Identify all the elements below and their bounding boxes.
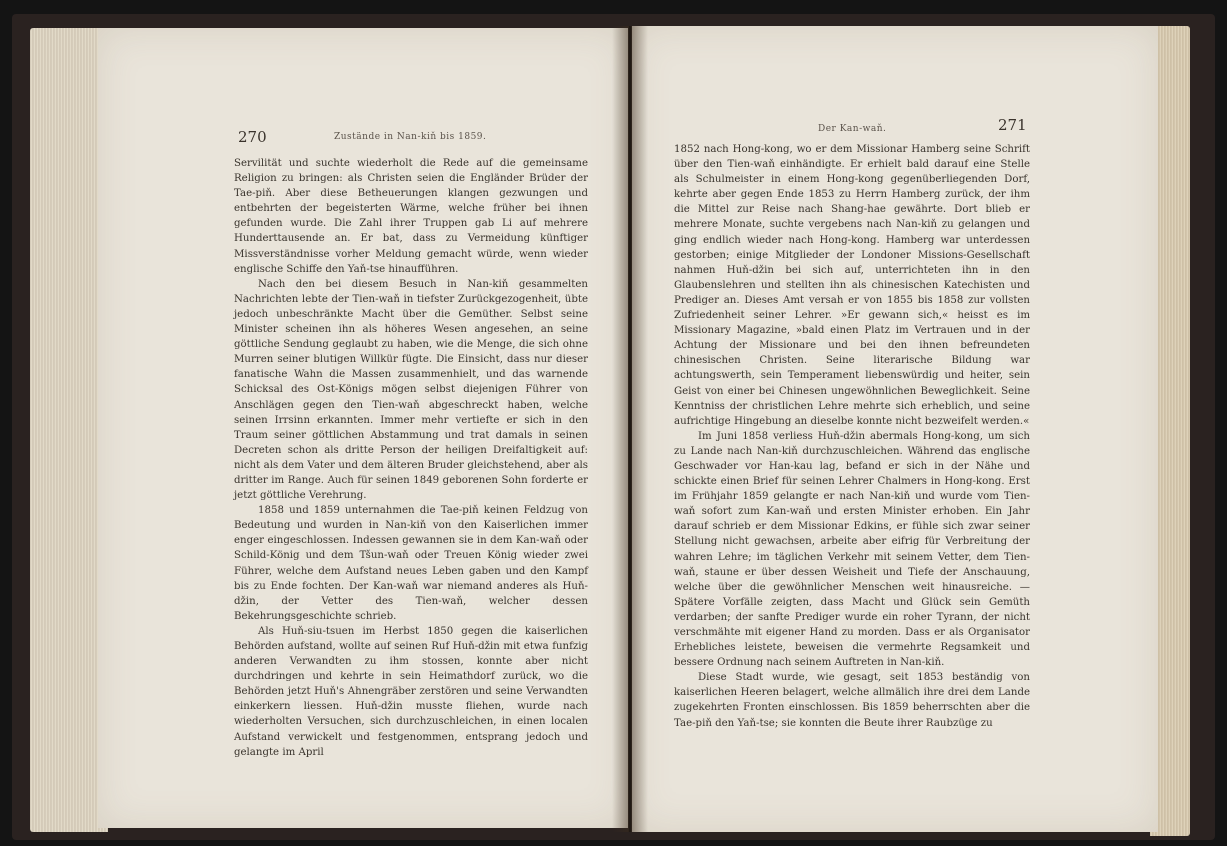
page-edges-left	[30, 28, 108, 832]
left-paragraph-2: Nach den bei diesem Besuch in Nan-kiň gesammelten Nachrichten lebte der Tien-waň in tiefster Zurückgezogenheit, übte jedoch unbeschränkte Macht über die Gemüther. Selbst seine Minister scheinen ihn als höheres Wesen angesehen, an seine göttliche Sendung geglaubt zu haben, wie die Menge, die sich ohne Murren seiner blutigen Willkür fügte. Die Einsicht, dass nur dieser fanatische Wahn die Massen zusammenhielt, und das warnende Schicksal des Ost-Königs mögen selbst diejenigen Führer von Anschlägen gegen den Tien-waň abgeschreckt haben, welche seinen Irrsinn erkannten. Immer mehr vertiefte er sich in den Traum seiner göttlichen Abstammung und trat damals in seinen Decreten schon als dritte Person der heiligen Dreifaltigkeit auf: nicht als dem Vater und dem älteren Bruder gleichstehend, aber als dritter im Range. Auch für seinen 1849 geborenen Sohn forderte er jetzt göttliche Verehrung.	[234, 278, 588, 502]
page-number-left: 270	[238, 128, 267, 146]
right-paragraph-1: 1852 nach Hong-kong, wo er dem Missionar Hamberg seine Schrift über den Tien-waň einhändigte. Er erhielt bald darauf eine Stelle als Schulmeister in einem Hong-kong gegenüberliegenden Dorf, kehrte aber gegen Ende 1853 zu Herrn Hamberg zurück, der ihm die Mittel zur Reise nach Shang-hae gewährte. Dort blieb er mehrere Monate, suchte vergebens nach Nan-kiň zu gelangen und ging endlich wieder nach Hong-kong. Hamberg war unterdessen gestorben; einige Mitglieder der Londoner Missions-Gesellschaft nahmen Huň-džin bei sich auf, unterrichteten ihn in den Glaubenslehren und stellten ihn als chinesischen Katechisten und Prediger an. Dieses Amt versah er von 1855 bis 1858 zur vollsten Zufriedenheit seiner Lehrer. »Er gewann sich,« heisst es im Missionary Magazine, »bald einen Platz im Vertrauen und in der Achtung der Missionare und bei den ihnen befreundeten chinesischen Christen. Seine literarische Bildung war achtungswerth, sein Temperament liebenswürdig und heiter, sein Geist von einer bei Chinesen ungewöhnlichen Beweglichkeit. Seine Kenntniss der christlichen Lehre mehrte sich erheblich, und seine aufrichtige Hingebung an dieselbe konnte nicht bezweifelt werden.«	[674, 144, 1030, 427]
right-paragraph-3: Diese Stadt wurde, wie gesagt, seit 1853 beständig von kaiserlichen Heeren belagert, welche allmälich ihre drei dem Lande zugekehrten Fronten einschlossen. Bis 1859 beherrschten aber die Tae-piň den Yaň-tse; sie konnten die Beute ihrer Raubzüge zu	[674, 672, 1030, 729]
left-text-block	[234, 156, 588, 760]
left-page	[98, 28, 628, 828]
right-text-block	[674, 142, 1030, 731]
right-page	[632, 26, 1158, 832]
right-paragraph-2: Im Juni 1858 verliess Huň-džin abermals Hong-kong, um sich zu Lande nach Nan-kiň durchzuschleichen. Während das englische Geschwader vor Han-kau lag, befand er sich in der Nähe und schickte einen Brief für seinen Lehrer Chalmers in Hong-kong. Erst im Frühjahr 1859 gelangte er nach Nan-kiň und wurde vom Tien-waň sofort zum Kan-waň und ersten Minister erhoben. Ein Jahr darauf schrieb er dem Missionar Edkins, er fühle sich zwar seiner Stellung nicht gewachsen, arbeite aber eifrig für Verbreitung der wahren Lehre; im täglichen Verkehr mit seinem Vetter, dem Tien-waň, staune er über dessen Weisheit und Tiefe der Anschauung, welche über die gewöhnlicher Menschen weit hinausreiche. — Spätere Vorfälle zeigten, dass Macht und Glück sein Gemüth verdarben; der sanfte Prediger wurde ein roher Tyrann, der nicht verschmähte mit eigener Hand zu morden. Dass er als Organisator Erhebliches leistete, beweisen die vermehrte Regsamkeit und bessere Ordnung nach seinem Auftreten in Nan-kiň.	[674, 430, 1030, 669]
left-paragraph-3: 1858 und 1859 unternahmen die Tae-piň keinen Feldzug von Bedeutung und wurden in Nan-kiň von den Kaiserlichen immer enger eingeschlossen. Indessen gewannen sie in dem Kan-waň oder Schild-König und dem Tšun-waň oder Treuen König wieder zwei Führer, welche dem Aufstand neues Leben gaben und den Kampf bis zu Ende fochten. Der Kan-waň war niemand anderes als Huň-džin, der Vetter des Tien-waň, welcher dessen Bekehrungsgeschichte schrieb.	[234, 505, 588, 622]
left-paragraph-4: Als Huň-siu-tsuen im Herbst 1850 gegen die kaiserlichen Behörden aufstand, wollte auf seinen Ruf Huň-džin mit etwa funfzig anderen Verwandten zu ihm stossen, konnte aber nicht durchdringen und kehrte in sein Heimathdorf zurück, wo die Behörden jetzt Huň's Ahnengräber zerstören und seine Verwandten einkerkern liessen. Huň-džin musste fliehen, wurde nach wiederholten Versuchen, sich durchzuschleichen, in einen localen Aufstand verwickelt und festgenommen, entsprang jedoch und gelangte im April	[234, 625, 588, 758]
running-head-left: Zustände in Nan-kiň bis 1859.	[334, 132, 487, 142]
left-paragraph-1: Servilität und suchte wiederholt die Rede auf die gemeinsame Religion zu bringen: als Christen seien die Engländer Brüder der Tae-piň. Aber diese Betheuerungen klangen gezwungen und entbehrten der begeisterten Wärme, welche früher bei ihnen gefunden wurde. Die Zahl ihrer Truppen gab Li auf mehrere Hunderttausende an. Er bat, dass zu Vermeidung künftiger Missverständnisse vorher Meldung gemacht würde, wenn wieder englische Schiffe den Yaň-tse hinaufführen.	[234, 158, 588, 275]
book-gutter	[612, 26, 648, 832]
running-head-right: Der Kan-waň.	[818, 124, 887, 134]
page-number-right: 271	[998, 116, 1027, 134]
